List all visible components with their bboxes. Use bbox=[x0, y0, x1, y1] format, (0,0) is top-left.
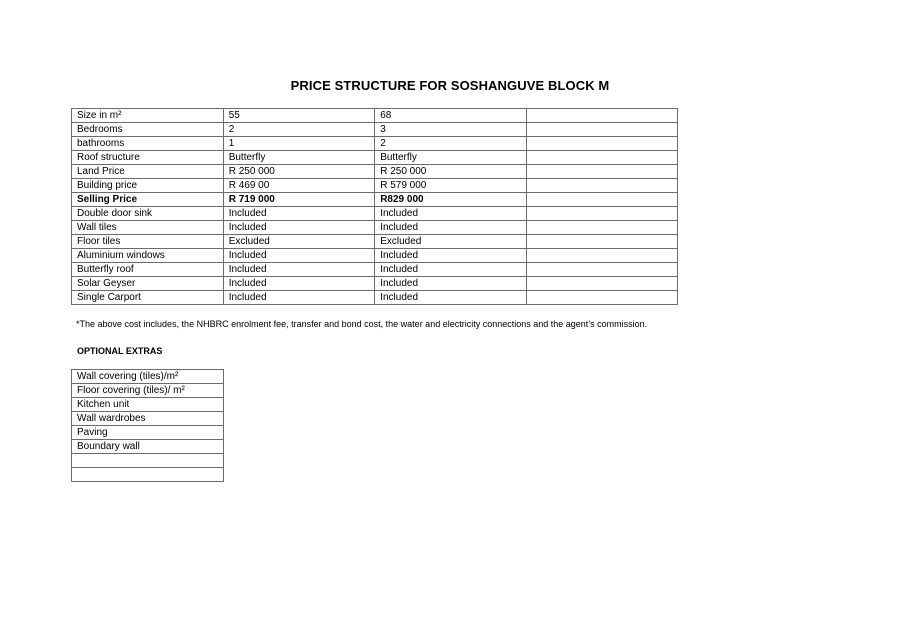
row-label: Floor tiles bbox=[72, 235, 224, 249]
table-cell bbox=[526, 193, 677, 207]
row-label: Land Price bbox=[72, 165, 224, 179]
table-cell: 2 bbox=[223, 123, 375, 137]
table-cell: Included bbox=[375, 291, 527, 305]
optional-extras-table bbox=[71, 369, 224, 482]
list-item bbox=[72, 370, 224, 384]
table-cell: Included bbox=[375, 207, 527, 221]
extra-item-label: Wall covering (tiles)/m² bbox=[72, 370, 224, 384]
table-row bbox=[72, 277, 678, 291]
table-cell: Included bbox=[223, 249, 375, 263]
table-cell: Excluded bbox=[223, 235, 375, 249]
table-cell: Included bbox=[375, 221, 527, 235]
table-row bbox=[72, 165, 678, 179]
row-label: Double door sink bbox=[72, 207, 224, 221]
table-row bbox=[72, 263, 678, 277]
table-cell bbox=[526, 137, 677, 151]
table-cell: Included bbox=[223, 263, 375, 277]
row-label: Single Carport bbox=[72, 291, 224, 305]
table-cell bbox=[526, 235, 677, 249]
list-item bbox=[72, 440, 224, 454]
table-cell bbox=[526, 165, 677, 179]
table-cell: 2 bbox=[375, 137, 527, 151]
table-cell: Included bbox=[375, 277, 527, 291]
row-label: bathrooms bbox=[72, 137, 224, 151]
table-cell: R 719 000 bbox=[223, 193, 375, 207]
cost-footnote: *The above cost includes, the NHBRC enrolment fee, transfer and bond cost, the water and electricity connections and the agent’s commission. bbox=[76, 319, 648, 329]
price-structure-table bbox=[71, 108, 678, 305]
table-cell: Butterfly bbox=[223, 151, 375, 165]
row-label: Building price bbox=[72, 179, 224, 193]
extra-item-label bbox=[72, 454, 224, 468]
list-item bbox=[72, 398, 224, 412]
list-item bbox=[72, 468, 224, 482]
table-cell bbox=[526, 249, 677, 263]
table-row bbox=[72, 291, 678, 305]
extra-item-label: Kitchen unit bbox=[72, 398, 224, 412]
row-label: Butterfly roof bbox=[72, 263, 224, 277]
row-label: Aluminium windows bbox=[72, 249, 224, 263]
table-cell bbox=[526, 277, 677, 291]
table-cell: R 469 00 bbox=[223, 179, 375, 193]
table-cell: R 250 000 bbox=[223, 165, 375, 179]
table-cell bbox=[526, 221, 677, 235]
extra-item-label: Boundary wall bbox=[72, 440, 224, 454]
table-row bbox=[72, 179, 678, 193]
table-cell: Included bbox=[223, 221, 375, 235]
table-cell bbox=[526, 151, 677, 165]
table-cell: Included bbox=[223, 277, 375, 291]
table-cell: Included bbox=[223, 207, 375, 221]
table-cell: R 579 000 bbox=[375, 179, 527, 193]
row-label: Bedrooms bbox=[72, 123, 224, 137]
table-row bbox=[72, 137, 678, 151]
table-cell: Included bbox=[223, 291, 375, 305]
table-row bbox=[72, 235, 678, 249]
table-cell: R829 000 bbox=[375, 193, 527, 207]
list-item bbox=[72, 454, 224, 468]
table-cell: Excluded bbox=[375, 235, 527, 249]
optional-extras-heading: OPTIONAL EXTRAS bbox=[77, 346, 163, 356]
list-item bbox=[72, 426, 224, 440]
table-cell: Included bbox=[375, 263, 527, 277]
table-row bbox=[72, 221, 678, 235]
table-cell: 55 bbox=[223, 109, 375, 123]
extra-item-label: Wall wardrobes bbox=[72, 412, 224, 426]
list-item bbox=[72, 412, 224, 426]
extra-item-label bbox=[72, 468, 224, 482]
table-row bbox=[72, 123, 678, 137]
table-row bbox=[72, 109, 678, 123]
table-row bbox=[72, 249, 678, 263]
table-cell: R 250 000 bbox=[375, 165, 527, 179]
table-cell bbox=[526, 109, 677, 123]
list-item bbox=[72, 384, 224, 398]
row-label: Solar Geyser bbox=[72, 277, 224, 291]
table-cell: Butterfly bbox=[375, 151, 527, 165]
table-row bbox=[72, 207, 678, 221]
extra-item-label: Floor covering (tiles)/ m² bbox=[72, 384, 224, 398]
table-cell bbox=[526, 123, 677, 137]
table-row bbox=[72, 193, 678, 207]
table-cell: Included bbox=[375, 249, 527, 263]
table-cell bbox=[526, 207, 677, 221]
table-row bbox=[72, 151, 678, 165]
row-label: Roof structure bbox=[72, 151, 224, 165]
table-cell bbox=[526, 291, 677, 305]
extra-item-label: Paving bbox=[72, 426, 224, 440]
row-label: Selling Price bbox=[72, 193, 224, 207]
row-label: Size in m² bbox=[72, 109, 224, 123]
page-title: PRICE STRUCTURE FOR SOSHANGUVE BLOCK M bbox=[290, 78, 610, 93]
table-cell: 1 bbox=[223, 137, 375, 151]
row-label: Wall tiles bbox=[72, 221, 224, 235]
table-cell bbox=[526, 179, 677, 193]
table-cell: 68 bbox=[375, 109, 527, 123]
table-cell: 3 bbox=[375, 123, 527, 137]
table-cell bbox=[526, 263, 677, 277]
